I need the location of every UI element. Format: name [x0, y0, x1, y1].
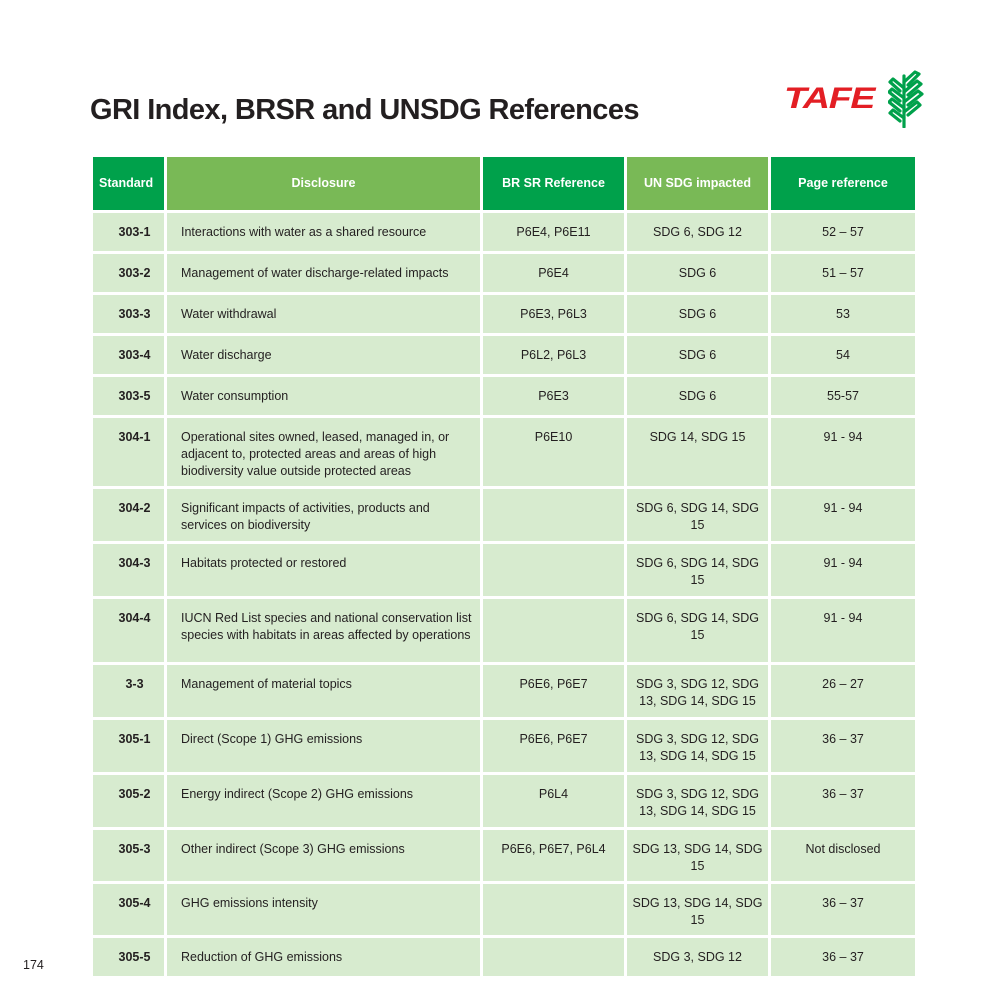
header-brsr-reference: BR SR Reference — [483, 157, 624, 210]
cell-page: 91 - 94 — [771, 489, 915, 541]
tafe-logo — [784, 70, 924, 128]
cell-page: 91 - 94 — [771, 599, 915, 662]
cell-disclosure: Reduction of GHG emissions — [167, 938, 480, 976]
table-row — [93, 720, 915, 772]
cell-standard: 303-1 — [93, 213, 164, 251]
logo-text: TAFE — [784, 82, 875, 115]
cell-disclosure: GHG emissions intensity — [167, 884, 480, 935]
cell-sdg: SDG 13, SDG 14, SDG 15 — [627, 884, 768, 935]
cell-sdg: SDG 3, SDG 12, SDG 13, SDG 14, SDG 15 — [627, 665, 768, 717]
cell-standard: 303-2 — [93, 254, 164, 292]
cell-page: 26 – 27 — [771, 665, 915, 717]
cell-brsr: P6L2, P6L3 — [483, 336, 624, 374]
table-row — [93, 418, 915, 486]
cell-sdg: SDG 6 — [627, 295, 768, 333]
cell-page: 54 — [771, 336, 915, 374]
table-row — [93, 489, 915, 541]
cell-standard: 304-4 — [93, 599, 164, 662]
cell-brsr — [483, 489, 624, 541]
cell-sdg: SDG 3, SDG 12, SDG 13, SDG 14, SDG 15 — [627, 720, 768, 772]
cell-sdg: SDG 3, SDG 12 — [627, 938, 768, 976]
cell-brsr — [483, 599, 624, 662]
cell-sdg: SDG 6, SDG 12 — [627, 213, 768, 251]
cell-disclosure: Other indirect (Scope 3) GHG emissions — [167, 830, 480, 881]
cell-standard: 304-3 — [93, 544, 164, 596]
table-row — [93, 377, 915, 415]
cell-standard: 304-1 — [93, 418, 164, 486]
cell-page: 51 – 57 — [771, 254, 915, 292]
cell-page: Not disclosed — [771, 830, 915, 881]
table-row — [93, 830, 915, 881]
cell-sdg: SDG 3, SDG 12, SDG 13, SDG 14, SDG 15 — [627, 775, 768, 827]
cell-disclosure: Habitats protected or restored — [167, 544, 480, 596]
cell-standard: 303-5 — [93, 377, 164, 415]
cell-brsr: P6E4 — [483, 254, 624, 292]
page-title: GRI Index, BRSR and UNSDG References — [90, 94, 639, 126]
cell-brsr: P6E6, P6E7, P6L4 — [483, 830, 624, 881]
cell-page: 36 – 37 — [771, 884, 915, 935]
page-number: 174 — [23, 958, 44, 972]
header-un-sdg-impacted: UN SDG impacted — [627, 157, 768, 210]
cell-standard: 303-3 — [93, 295, 164, 333]
cell-page: 36 – 37 — [771, 938, 915, 976]
leaf-icon — [888, 70, 924, 128]
table-header-row — [93, 157, 915, 210]
cell-standard: 304-2 — [93, 489, 164, 541]
cell-standard: 303-4 — [93, 336, 164, 374]
cell-sdg: SDG 6 — [627, 377, 768, 415]
cell-page: 91 - 94 — [771, 544, 915, 596]
table-row — [93, 544, 915, 596]
table-row — [93, 884, 915, 935]
cell-brsr: P6E6, P6E7 — [483, 720, 624, 772]
cell-standard: 3-3 — [93, 665, 164, 717]
cell-disclosure: Energy indirect (Scope 2) GHG emissions — [167, 775, 480, 827]
cell-disclosure: IUCN Red List species and national conservation list species with habitats in areas affected by operations — [167, 599, 480, 662]
cell-page: 91 - 94 — [771, 418, 915, 486]
cell-brsr — [483, 884, 624, 935]
cell-disclosure: Water discharge — [167, 336, 480, 374]
table-row — [93, 665, 915, 717]
header-disclosure: Disclosure — [167, 157, 480, 210]
cell-disclosure: Direct (Scope 1) GHG emissions — [167, 720, 480, 772]
cell-sdg: SDG 6 — [627, 336, 768, 374]
cell-disclosure: Significant impacts of activities, products and services on biodiversity — [167, 489, 480, 541]
cell-disclosure: Water consumption — [167, 377, 480, 415]
cell-brsr — [483, 938, 624, 976]
cell-standard: 305-3 — [93, 830, 164, 881]
header-standard: Standard — [93, 157, 164, 210]
cell-page: 53 — [771, 295, 915, 333]
cell-disclosure: Management of water discharge-related impacts — [167, 254, 480, 292]
cell-page: 52 – 57 — [771, 213, 915, 251]
cell-sdg: SDG 14, SDG 15 — [627, 418, 768, 486]
cell-sdg: SDG 6 — [627, 254, 768, 292]
table-row — [93, 295, 915, 333]
cell-disclosure: Interactions with water as a shared resource — [167, 213, 480, 251]
table-row — [93, 938, 915, 976]
cell-disclosure: Operational sites owned, leased, managed in, or adjacent to, protected areas and areas of high biodiversity value outside protected areas — [167, 418, 480, 486]
cell-page: 55-57 — [771, 377, 915, 415]
table-row — [93, 254, 915, 292]
cell-sdg: SDG 6, SDG 14, SDG 15 — [627, 599, 768, 662]
cell-sdg: SDG 13, SDG 14, SDG 15 — [627, 830, 768, 881]
cell-disclosure: Management of material topics — [167, 665, 480, 717]
table-row — [93, 213, 915, 251]
header-page-reference: Page reference — [771, 157, 915, 210]
cell-standard: 305-2 — [93, 775, 164, 827]
table-row — [93, 775, 915, 827]
table-row — [93, 599, 915, 662]
cell-standard: 305-1 — [93, 720, 164, 772]
cell-brsr: P6E4, P6E11 — [483, 213, 624, 251]
cell-brsr: P6E3, P6L3 — [483, 295, 624, 333]
cell-sdg: SDG 6, SDG 14, SDG 15 — [627, 489, 768, 541]
cell-page: 36 – 37 — [771, 775, 915, 827]
cell-brsr: P6L4 — [483, 775, 624, 827]
cell-brsr: P6E10 — [483, 418, 624, 486]
cell-brsr: P6E3 — [483, 377, 624, 415]
cell-standard: 305-4 — [93, 884, 164, 935]
table-row — [93, 336, 915, 374]
gri-index-table — [90, 154, 918, 979]
cell-page: 36 – 37 — [771, 720, 915, 772]
cell-brsr: P6E6, P6E7 — [483, 665, 624, 717]
cell-standard: 305-5 — [93, 938, 164, 976]
cell-sdg: SDG 6, SDG 14, SDG 15 — [627, 544, 768, 596]
cell-brsr — [483, 544, 624, 596]
cell-disclosure: Water withdrawal — [167, 295, 480, 333]
